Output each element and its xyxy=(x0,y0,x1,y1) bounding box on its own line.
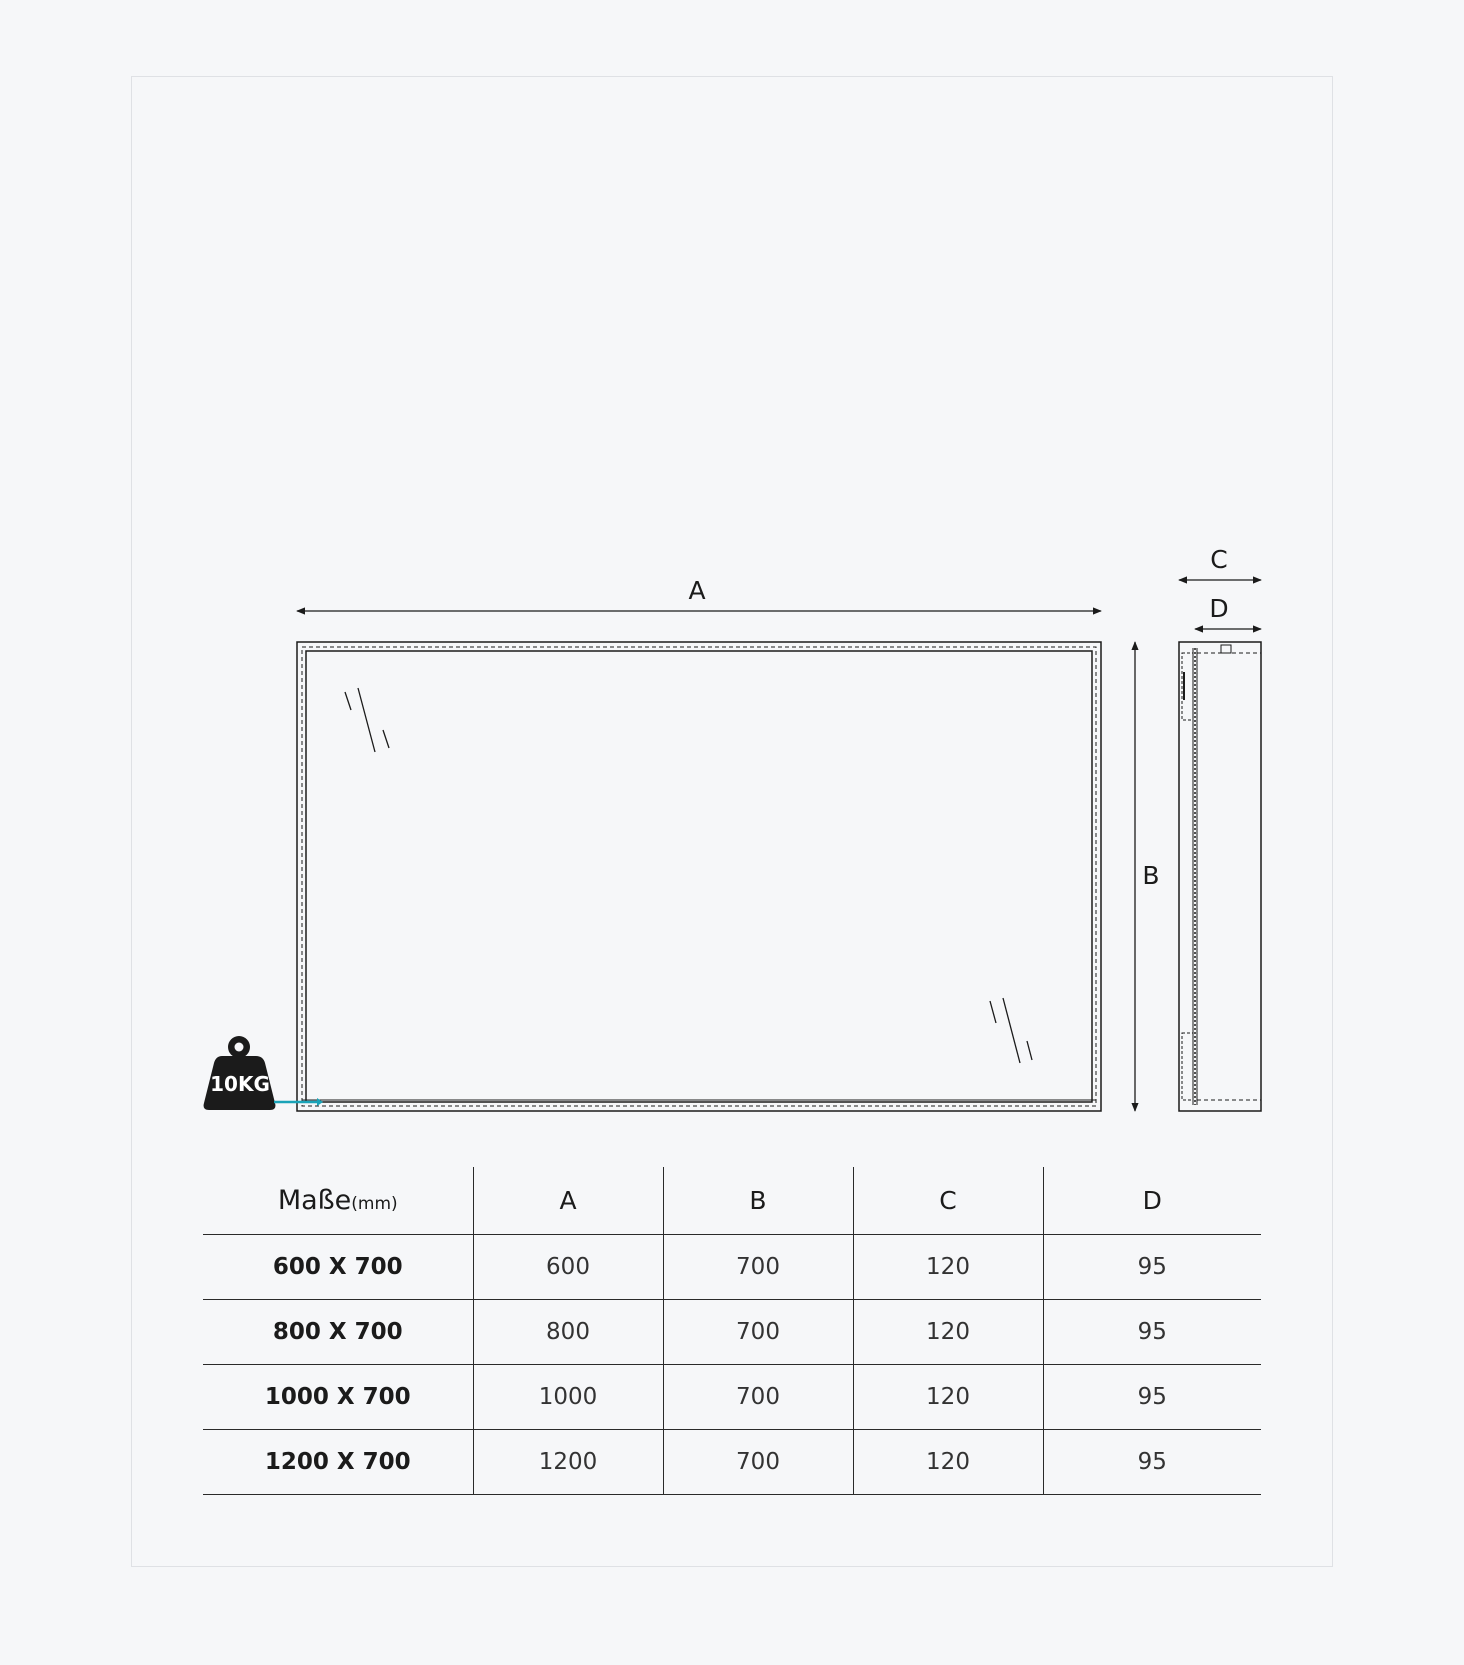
header-col-b: B xyxy=(663,1167,853,1235)
cell-d: 95 xyxy=(1043,1235,1261,1300)
cell-size: 600 X 700 xyxy=(203,1235,473,1300)
cell-c: 120 xyxy=(853,1430,1043,1495)
table-row xyxy=(203,1365,1261,1430)
cell-d: 95 xyxy=(1043,1430,1261,1495)
header-unit: (mm) xyxy=(351,1194,398,1214)
cell-d: 95 xyxy=(1043,1365,1261,1430)
cell-a: 600 xyxy=(473,1235,663,1300)
table-row xyxy=(203,1430,1261,1495)
header-title: Maße xyxy=(277,1185,352,1216)
weight-label: 10KG xyxy=(210,1072,270,1096)
cell-d: 95 xyxy=(1043,1300,1261,1365)
cell-a: 1200 xyxy=(473,1430,663,1495)
cell-a: 1000 xyxy=(473,1365,663,1430)
cell-a: 800 xyxy=(473,1300,663,1365)
cell-size: 800 X 700 xyxy=(203,1300,473,1365)
header-col-d: D xyxy=(1043,1167,1261,1235)
header-col-c: C xyxy=(853,1167,1043,1235)
weight-icon xyxy=(204,1036,276,1110)
dimension-d-label: D xyxy=(1209,594,1229,623)
dimension-b-label: B xyxy=(1142,861,1160,890)
header-col-a: A xyxy=(473,1167,663,1235)
dimension-c-label: C xyxy=(1210,545,1228,574)
cell-b: 700 xyxy=(663,1300,853,1365)
cell-b: 700 xyxy=(663,1365,853,1430)
cell-c: 120 xyxy=(853,1365,1043,1430)
header-size xyxy=(203,1167,473,1235)
cell-size: 1200 X 700 xyxy=(203,1430,473,1495)
cell-size: 1000 X 700 xyxy=(203,1365,473,1430)
cell-c: 120 xyxy=(853,1300,1043,1365)
table-row xyxy=(203,1300,1261,1365)
cell-b: 700 xyxy=(663,1430,853,1495)
front-view xyxy=(297,642,1101,1111)
table-row xyxy=(203,1235,1261,1300)
dimensions-table xyxy=(203,1167,1261,1495)
cell-b: 700 xyxy=(663,1235,853,1300)
table-header-row xyxy=(203,1167,1261,1235)
cell-c: 120 xyxy=(853,1235,1043,1300)
side-view xyxy=(1179,642,1261,1111)
dimension-a-label: A xyxy=(688,576,706,605)
